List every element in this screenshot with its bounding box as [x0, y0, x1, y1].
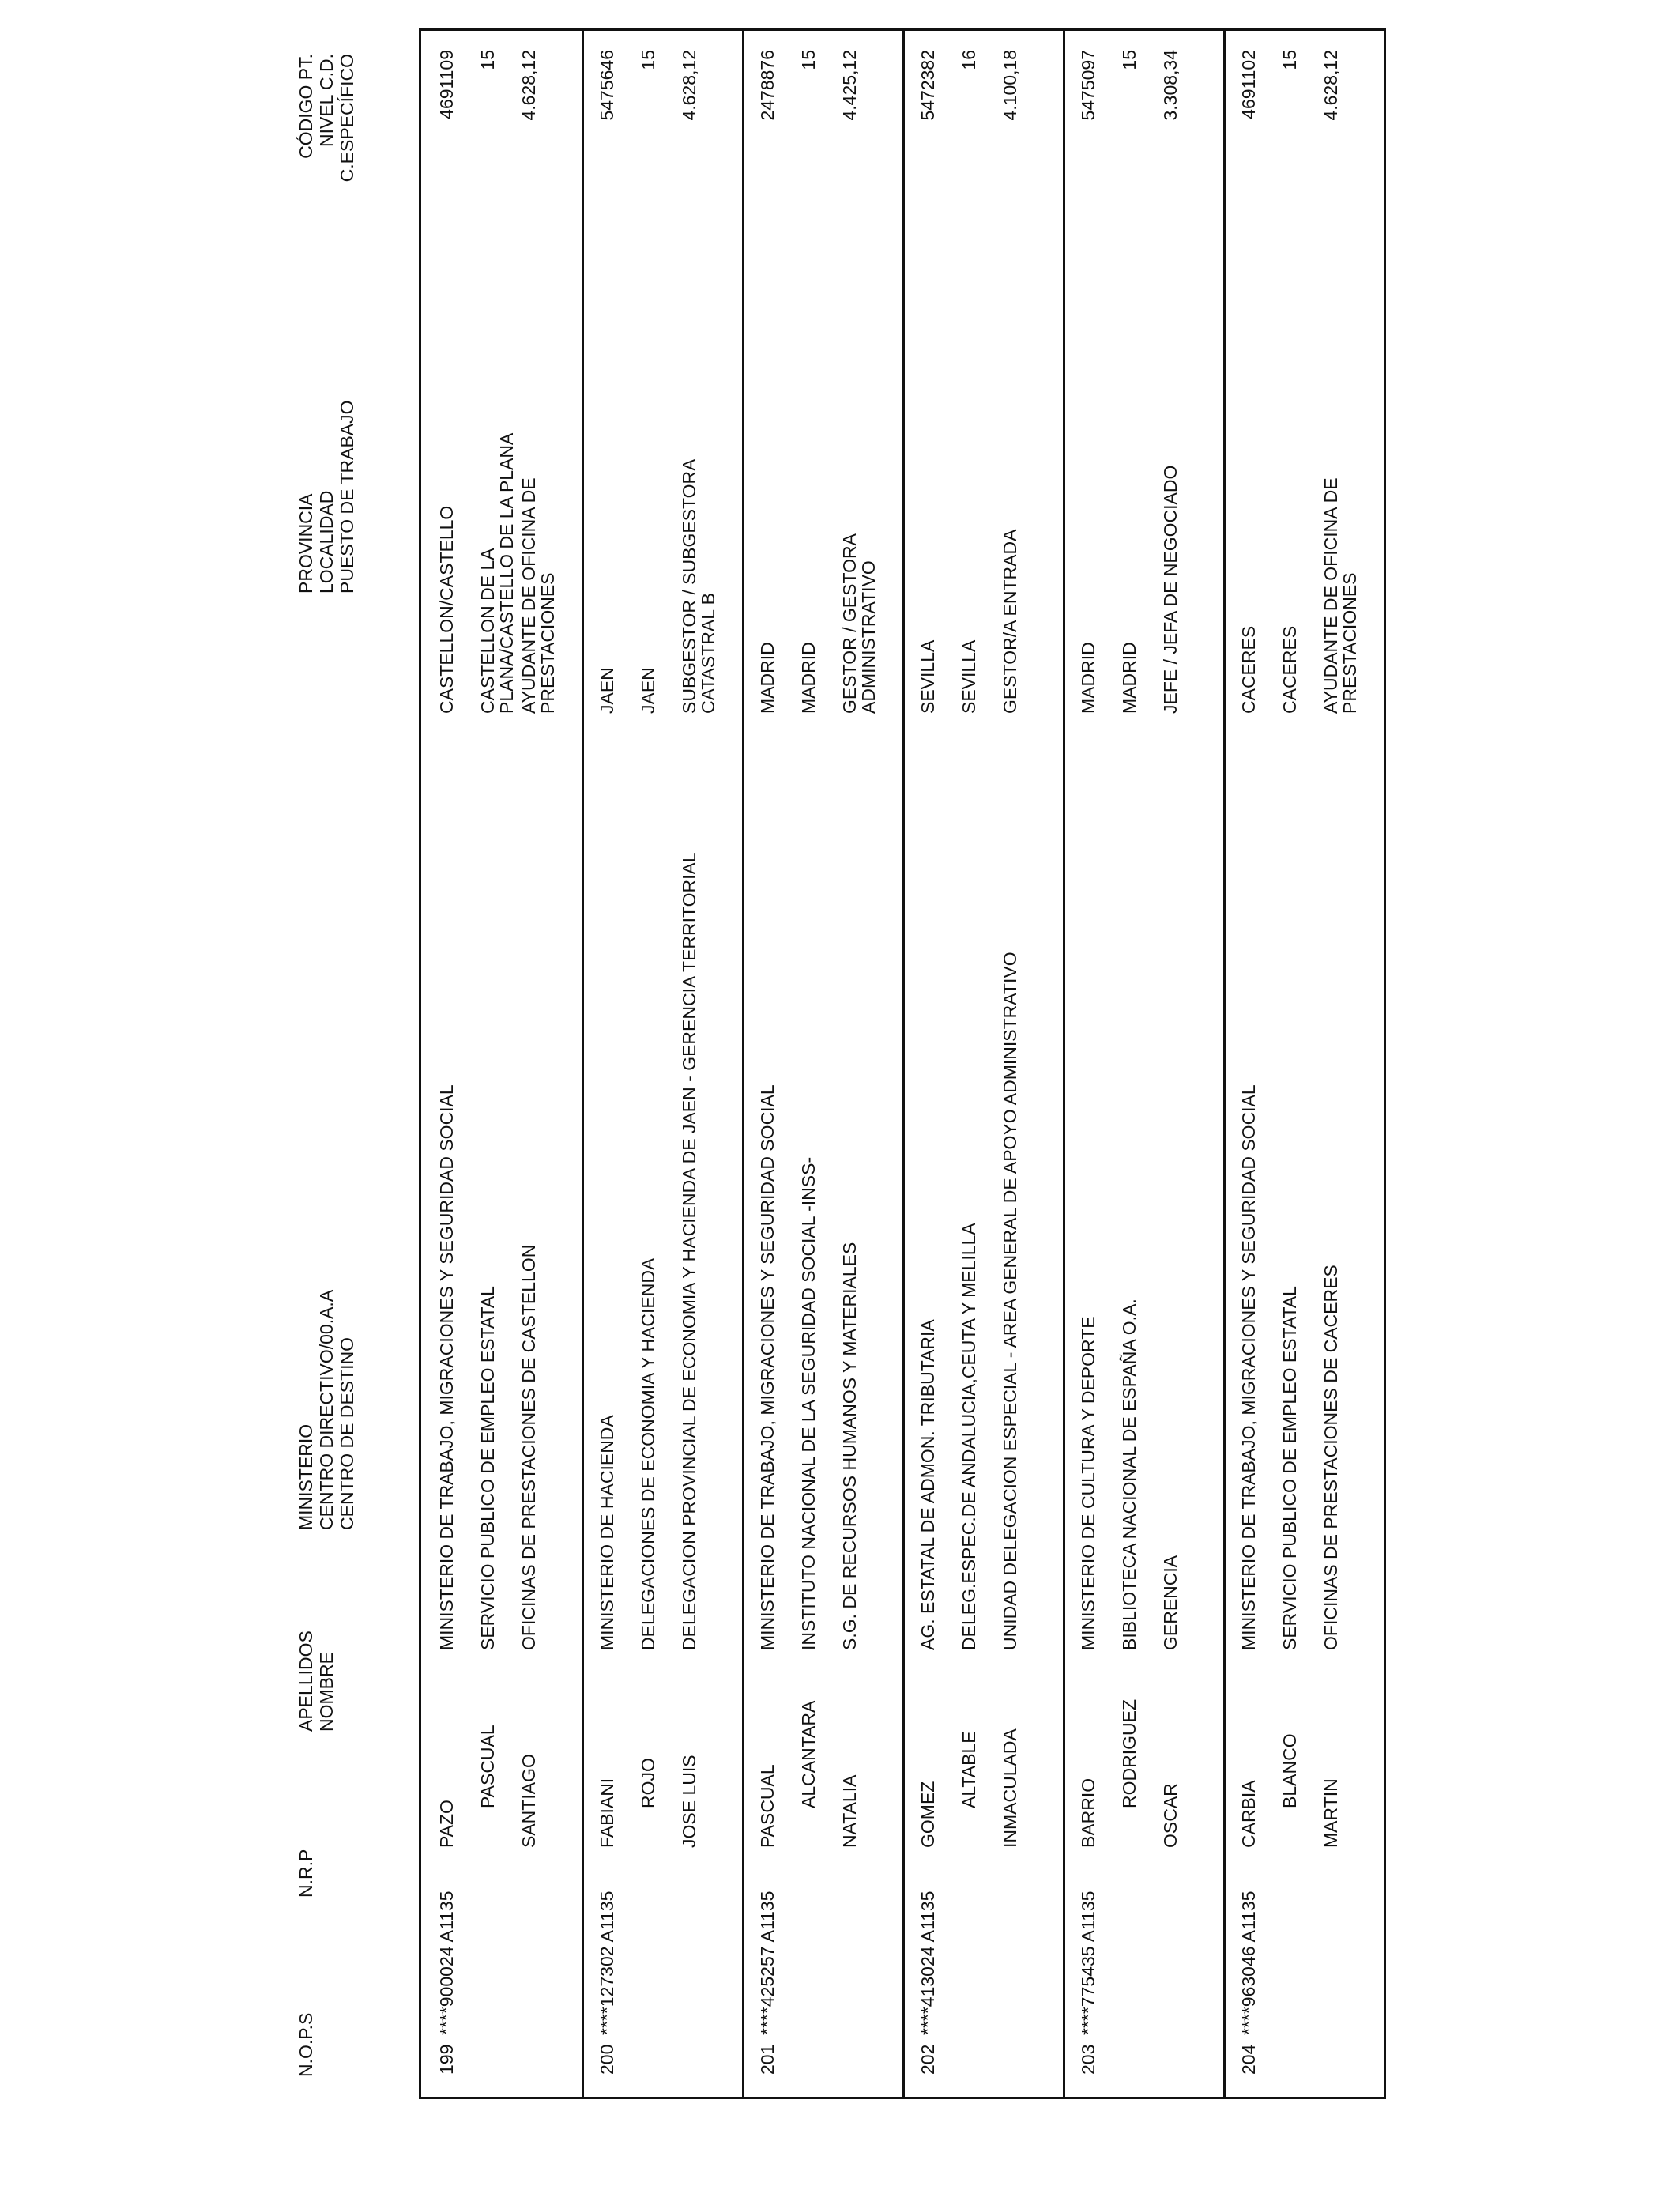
- cell-ministerio: MINISTERIO DE TRABAJO, MIGRACIONES Y SEGURIDAD SOCIAL: [436, 1084, 457, 1650]
- cell-nops: 204: [1238, 2044, 1259, 2075]
- cell-especifico: 4.100,18: [1000, 50, 1020, 121]
- cell-centro-directivo: BIBLIOTECA NACIONAL DE ESPAÑA O.A.: [1119, 1299, 1139, 1650]
- cell-centro-destino: GERENCIA: [1160, 1555, 1181, 1650]
- cell-localidad: JAEN: [638, 667, 658, 714]
- cell-puesto: AYUDANTE DE OFICINA DE PRESTACIONES: [1320, 477, 1361, 714]
- cell-localidad: CACERES: [1279, 625, 1300, 714]
- cell-nivel: 15: [638, 50, 658, 70]
- header-ministerio-line: MINISTERIO: [296, 1423, 316, 1530]
- table-row: [742, 31, 902, 2097]
- cell-apellido2: ALCANTARA: [798, 1700, 819, 1808]
- cell-localidad: CASTELLON DE LA PLANA/CASTELLO DE LA PLANA: [477, 432, 518, 714]
- cell-ministerio: AG. ESTATAL DE ADMON. TRIBUTARIA: [917, 1319, 938, 1650]
- header-provincia: [296, 400, 356, 594]
- cell-apellido2: BLANCO: [1279, 1733, 1300, 1808]
- cell-ministerio: MINISTERIO DE HACIENDA: [597, 1415, 617, 1650]
- cell-provincia: JAEN: [597, 667, 617, 714]
- cell-apellido1: GOMEZ: [917, 1781, 938, 1848]
- cell-nops: 201: [757, 2044, 778, 2075]
- header-apellidos: [296, 1630, 336, 1732]
- header-nrp: N.R.P: [296, 1849, 316, 1898]
- cell-puesto: GESTOR/A ENTRADA: [1000, 529, 1020, 714]
- cell-nivel: 15: [477, 50, 498, 70]
- row-divider: [582, 31, 584, 2097]
- cell-provincia: MADRID: [757, 642, 778, 714]
- header-centro-destino-line: CENTRO DE DESTINO: [337, 1336, 358, 1530]
- cell-provincia: CACERES: [1238, 625, 1259, 714]
- cell-nombre: JOSE LUIS: [679, 1755, 699, 1848]
- row-divider: [1063, 31, 1065, 2097]
- cell-apellido2: PASCUAL: [477, 1725, 498, 1808]
- cell-centro-directivo: DELEG.ESPEC.DE ANDALUCIA,CEUTA Y MELILLA: [959, 1223, 979, 1650]
- cell-especifico: 4.628,12: [679, 50, 699, 121]
- cell-nops: 203: [1078, 2044, 1098, 2075]
- header-codigo: [296, 54, 356, 297]
- cell-localidad: SEVILLA: [959, 639, 979, 714]
- cell-puesto: SUBGESTOR / SUBGESTORA CATASTRAL B: [679, 459, 719, 714]
- cell-nrp: ****775435 A1135: [1078, 1891, 1098, 2035]
- cell-especifico: 3.308,34: [1160, 50, 1181, 121]
- row-divider: [1223, 31, 1226, 2097]
- cell-centro-destino: DELEGACION PROVINCIAL DE ECONOMIA Y HACIENDA DE JAEN - GERENCIA TERRITORIAL: [679, 852, 699, 1650]
- cell-ministerio: MINISTERIO DE TRABAJO, MIGRACIONES Y SEGURIDAD SOCIAL: [1238, 1084, 1259, 1650]
- cell-nops: 202: [917, 2044, 938, 2075]
- header-especifico-line: C.ESPECÍFICO: [337, 54, 358, 183]
- cell-nops: 199: [436, 2044, 457, 2075]
- cell-ministerio: MINISTERIO DE CULTURA Y DEPORTE: [1078, 1316, 1098, 1650]
- row-divider: [902, 31, 905, 2097]
- cell-nombre: SANTIAGO: [518, 1754, 539, 1848]
- cell-provincia: MADRID: [1078, 642, 1098, 714]
- cell-apellido1: CARBIA: [1238, 1780, 1259, 1848]
- cell-centro-directivo: DELEGACIONES DE ECONOMIA Y HACIENDA: [638, 1257, 658, 1650]
- header-puesto-line: PUESTO DE TRABAJO: [337, 400, 358, 594]
- table-row: [1063, 31, 1223, 2097]
- cell-centro-destino: UNIDAD DELEGACION ESPECIAL - AREA GENERAL DE APOYO ADMINISTRATIVO: [1000, 952, 1020, 1650]
- table-row: [902, 31, 1063, 2097]
- cell-apellido1: PASCUAL: [757, 1764, 778, 1848]
- cell-provincia: CASTELLON/CASTELLO: [436, 505, 457, 714]
- header-centro: [296, 1290, 356, 1530]
- cell-centro-destino: OFICINAS DE PRESTACIONES DE CASTELLON: [518, 1244, 539, 1650]
- cell-ministerio: MINISTERIO DE TRABAJO, MIGRACIONES Y SEGURIDAD SOCIAL: [757, 1084, 778, 1650]
- cell-nombre: MARTIN: [1320, 1778, 1341, 1848]
- cell-codigo: 4691109: [436, 50, 457, 119]
- cell-nrp: ****127302 A1135: [597, 1891, 617, 2035]
- cell-especifico: 4.628,12: [518, 50, 539, 121]
- cell-nivel: 15: [798, 50, 819, 70]
- cell-puesto: GESTOR / GESTORA ADMINISTRATIVO: [839, 534, 880, 714]
- cell-apellido2: ROJO: [638, 1758, 658, 1808]
- cell-centro-destino: OFICINAS DE PRESTACIONES DE CACERES: [1320, 1265, 1341, 1650]
- cell-nombre: NATALIA: [839, 1774, 860, 1848]
- cell-especifico: 4.425,12: [839, 50, 860, 121]
- table-row: [421, 31, 582, 2097]
- cell-centro-destino: S.G. DE RECURSOS HUMANOS Y MATERIALES: [839, 1242, 860, 1650]
- header-localidad-line: LOCALIDAD: [316, 490, 337, 594]
- cell-nops: 200: [597, 2044, 617, 2075]
- header-nops: N.O.P.S: [296, 2012, 316, 2077]
- cell-localidad: MADRID: [1119, 642, 1139, 714]
- cell-codigo: 5472382: [917, 50, 938, 121]
- cell-apellido2: RODRIGUEZ: [1119, 1699, 1139, 1808]
- header-nivel-line: NIVEL C.D.: [316, 54, 337, 148]
- cell-nivel: 15: [1119, 50, 1139, 70]
- cell-nombre: OSCAR: [1160, 1783, 1181, 1848]
- cell-apellido2: ALTABLE: [959, 1731, 979, 1808]
- cell-nrp: ****413024 A1135: [917, 1891, 938, 2035]
- cell-apellido1: PAZO: [436, 1800, 457, 1848]
- cell-nrp: ****900024 A1135: [436, 1891, 457, 2035]
- cell-nivel: 15: [1279, 50, 1300, 70]
- header-nombre-line: NOMBRE: [316, 1652, 337, 1732]
- header-centro-directivo-line: CENTRO DIRECTIVO/00.A.A: [316, 1289, 337, 1530]
- cell-puesto: AYUDANTE DE OFICINA DE PRESTACIONES: [518, 477, 559, 714]
- cell-codigo: 4691102: [1238, 50, 1259, 119]
- cell-nivel: 16: [959, 50, 979, 70]
- cell-puesto: JEFE / JEFA DE NEGOCIADO: [1160, 465, 1181, 714]
- cell-centro-directivo: SERVICIO PUBLICO DE EMPLEO ESTATAL: [1279, 1286, 1300, 1650]
- row-divider: [742, 31, 744, 2097]
- header-provincia-line: PROVINCIA: [296, 493, 316, 594]
- table-row: [1223, 31, 1384, 2097]
- cell-especifico: 4.628,12: [1320, 50, 1341, 121]
- records-table: [419, 28, 1386, 2099]
- table-row: [582, 31, 742, 2097]
- cell-centro-directivo: SERVICIO PUBLICO DE EMPLEO ESTATAL: [477, 1286, 498, 1650]
- cell-apellido1: BARRIO: [1078, 1777, 1098, 1848]
- cell-codigo: 2478876: [757, 50, 778, 121]
- cell-nombre: INMACULADA: [1000, 1728, 1020, 1848]
- header-apellidos-line: APELLIDOS: [296, 1630, 316, 1732]
- cell-provincia: SEVILLA: [917, 639, 938, 714]
- cell-nrp: ****425257 A1135: [757, 1891, 778, 2035]
- cell-centro-directivo: INSTITUTO NACIONAL DE LA SEGURIDAD SOCIAL -INSS-: [798, 1156, 819, 1650]
- cell-codigo: 5475646: [597, 50, 617, 121]
- cell-apellido1: FABIANI: [597, 1777, 617, 1848]
- cell-codigo: 5475097: [1078, 50, 1098, 121]
- header-codigo-line: CÓDIGO PT.: [296, 54, 316, 159]
- cell-nrp: ****963046 A1135: [1238, 1891, 1259, 2035]
- cell-localidad: MADRID: [798, 642, 819, 714]
